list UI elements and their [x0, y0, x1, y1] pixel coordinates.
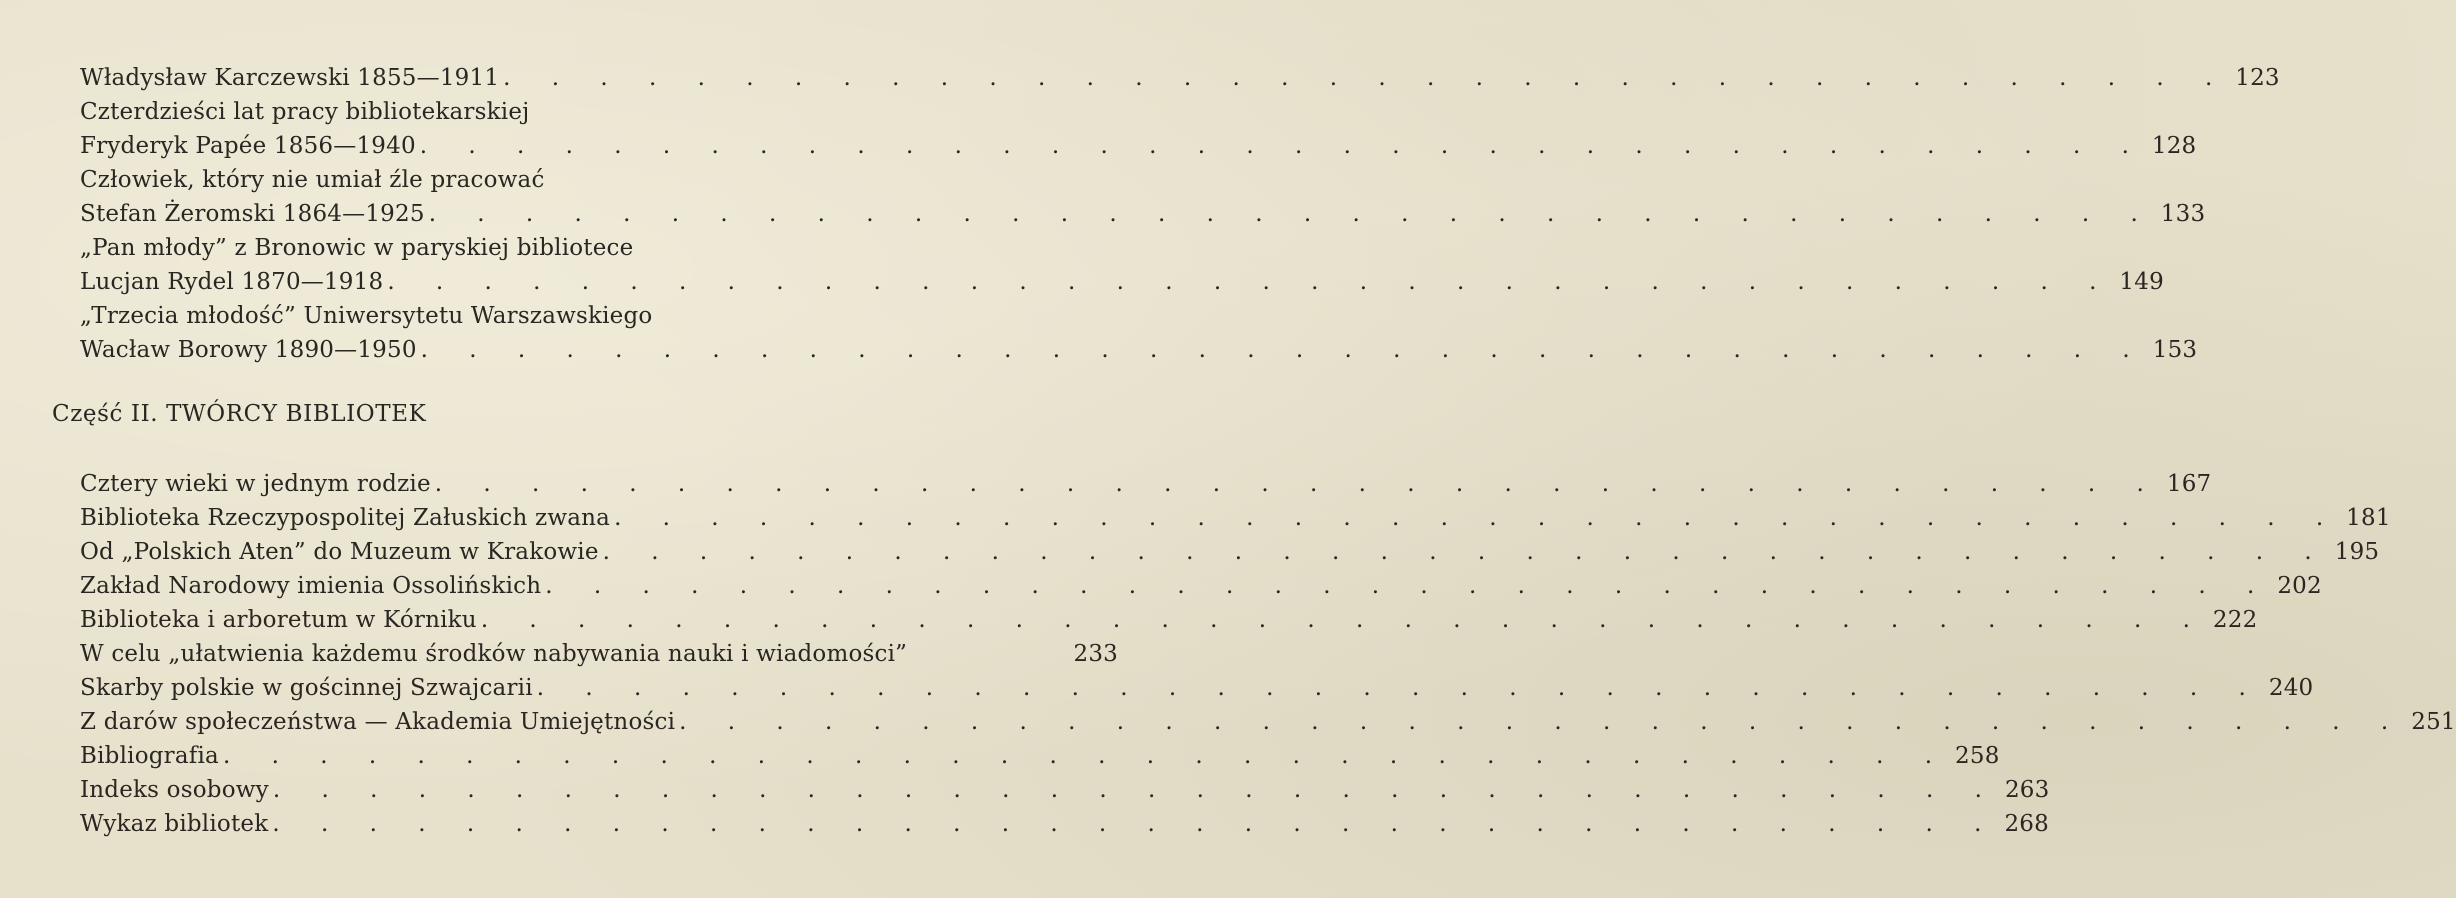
- toc-entry[interactable]: [80, 502, 2391, 534]
- entry-page-number: 263: [2004, 777, 2050, 803]
- entry-page-number: 240: [2268, 675, 2314, 701]
- dot-leader: . . . . . . . . . . . . . . . . . . . . . . . . . . . . . . . . . . . .: [545, 573, 2272, 599]
- toc-entry[interactable]: [80, 672, 2314, 704]
- entry-title: W celu „ułatwienia każdemu środków nabywania nauki i wiadomości”: [80, 641, 908, 667]
- toc-entry[interactable]: [80, 468, 2212, 500]
- entry-title: Bibliografia: [80, 743, 219, 769]
- entry-title: Władysław Karczewski 1855—1911: [80, 65, 500, 91]
- toc-entry-subtitle: Czterdzieści lat pracy bibliotekarskiej: [80, 99, 530, 125]
- entry-title: Lucjan Rydel 1870—1918: [80, 269, 384, 295]
- toc-entry-subtitle: „Trzecia młodość” Uniwersytetu Warszawskiego: [80, 303, 653, 329]
- entry-title: Od „Polskich Aten” do Muzeum w Krakowie: [80, 539, 599, 565]
- dot-leader: . . . . . . . . . . . . . . . . . . . . . . . . . . . . . . . . . . . .: [420, 337, 2147, 363]
- dot-leader: . . . . . . . . . . . . . . . . . . . . . . . . . . . . . . . . . . . .: [272, 777, 1999, 803]
- entry-page-number: 222: [2212, 607, 2258, 633]
- entry-title: Wykaz bibliotek: [80, 811, 269, 837]
- entry-title: Z darów społeczeństwa — Akademia Umiejętności: [80, 709, 676, 735]
- entry-page-number: 167: [2166, 471, 2212, 497]
- toc-entry[interactable]: [80, 706, 2456, 738]
- entry-page-number: 202: [2277, 573, 2322, 599]
- entry-page-number: 153: [2152, 337, 2198, 363]
- entry-title: Indeks osobowy: [80, 777, 269, 803]
- entry-title: Wacław Borowy 1890—1950: [80, 337, 417, 363]
- dot-leader: . . . . . . . . . . . . . . . . . . . . . . . . . . . . . . . . . . . .: [480, 607, 2207, 633]
- dot-leader: . . . . . . . . . . . . . . . . . . . . . . . . . . . . . . . . . . . .: [602, 539, 2329, 565]
- part-heading: Część II. TWÓRCY BIBLIOTEK: [52, 401, 427, 427]
- toc-entry-subtitle: Człowiek, który nie umiał źle pracować: [80, 167, 545, 193]
- toc-entry[interactable]: [80, 604, 2258, 636]
- entry-title: Fryderyk Papée 1856—1940: [80, 133, 416, 159]
- dot-leader: . . . . . . . . . . . . . . . . . . . . . . . . . . . . . . . . . . . .: [222, 743, 1950, 769]
- entry-page-number: 128: [2151, 133, 2197, 159]
- entry-page-number: 258: [1955, 743, 2000, 769]
- dot-leader: . . . . . . . . . . . . . . . . . . . . . . . . . . . . . . . . . . . .: [536, 675, 2263, 701]
- toc-entry[interactable]: [80, 774, 2050, 806]
- dot-leader: . . . . . . . . . . . . . . . . . . . . . . . . . . . . . . . . . . . .: [428, 201, 2155, 227]
- entry-page-number: 268: [2004, 811, 2049, 837]
- toc-entry[interactable]: [80, 570, 2322, 602]
- toc-entry[interactable]: [80, 808, 2049, 840]
- entry-page-number: 251: [2411, 709, 2456, 735]
- dot-leader: . . . . . . . . . . . . . . . . . . . . . . . . . . . . . . . . . . . .: [679, 709, 2406, 735]
- dot-leader: . . . . . . . . . . . . . . . . . . . . . . . . . . . . . . . . . . . .: [387, 269, 2114, 295]
- dot-leader: . . . . . . . . . . . . . . . . . . . . . . . . . . . . . . . . . . . .: [503, 65, 2230, 91]
- entry-title: Biblioteka i arboretum w Kórniku: [80, 607, 477, 633]
- entry-page-number: 149: [2119, 269, 2164, 295]
- entry-title: Zakład Narodowy imienia Ossolińskich: [80, 573, 542, 599]
- toc-entry[interactable]: [80, 130, 2197, 162]
- toc-entry[interactable]: [80, 740, 2000, 772]
- dot-leader: . . . . . . . . . . . . . . . . . . . . . . . . . . . . . . . . . . . .: [614, 505, 2341, 531]
- entry-title: Cztery wieki w jednym rodzie: [80, 471, 431, 497]
- toc-entry[interactable]: [80, 266, 2164, 298]
- toc-entry[interactable]: [80, 198, 2206, 230]
- entry-title: Skarby polskie w gościnnej Szwajcarii: [80, 675, 533, 701]
- entry-page-number: 233: [1073, 641, 1118, 667]
- toc-entry-subtitle: „Pan młody” z Bronowic w paryskiej bibliotece: [80, 235, 634, 261]
- toc-entry[interactable]: [80, 536, 2380, 568]
- entry-page-number: 195: [2334, 539, 2380, 565]
- dot-leader: . . . . . . . . . . . . . . . . . . . . . . . . . . . . . . . . . . . .: [272, 811, 1999, 837]
- entry-title: Biblioteka Rzeczypospolitej Załuskich zwana: [80, 505, 611, 531]
- dot-leader: . . . . . . . . . . . . . . . . . . . . . . . . . . . . . . . . . . . .: [434, 471, 2161, 497]
- dot-leader: . . . . . . . . . . . . . . . . . . . . . . . . . . . . . . . . . . . .: [419, 133, 2146, 159]
- entry-page-number: 133: [2160, 201, 2206, 227]
- entry-title: Stefan Żeromski 1864—1925: [80, 201, 425, 227]
- toc-entry[interactable]: [80, 638, 1118, 670]
- entry-page-number: 181: [2346, 505, 2391, 531]
- entry-page-number: 123: [2235, 65, 2280, 91]
- toc-entry[interactable]: [80, 334, 2198, 366]
- toc-entry[interactable]: [80, 62, 2280, 94]
